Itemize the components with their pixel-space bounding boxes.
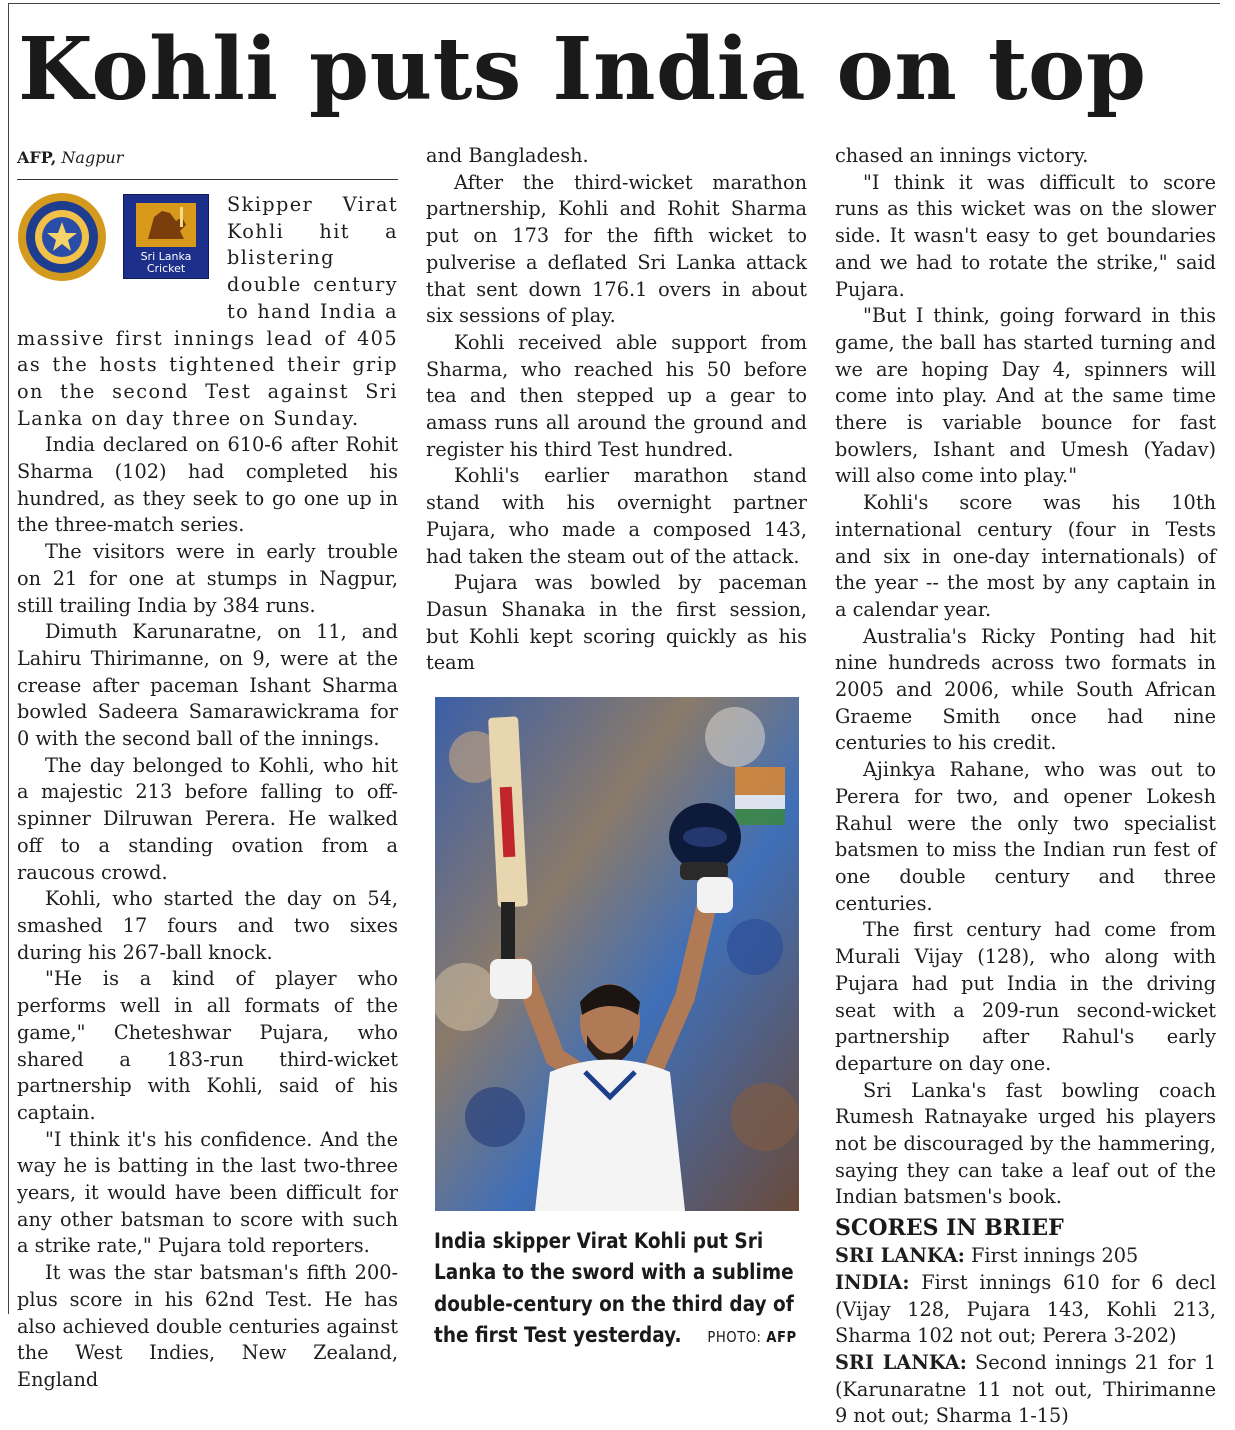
photo-credit xyxy=(707,1328,796,1346)
sri-lanka-cricket-logo xyxy=(123,194,209,279)
paragraph: Pujara was bowled by paceman Dasun Shanaka in the first session, but Kohli kept scoring quickly as his team xyxy=(426,571,807,675)
paragraph: "He is a kind of player who performs well in all formats of the game," Cheteshwar Pujara, who shared a 183-run third-wicket partnership with Kohli, said of his captain. xyxy=(17,967,398,1124)
paragraph: It was the star batsman's fifth 200-plus score in his 62nd Test. He has also achieved double centuries against the West Indies, New Zealand, England xyxy=(17,1261,398,1391)
article-column-2 xyxy=(426,143,807,1353)
credit-source: AFP xyxy=(766,1327,797,1346)
paragraph: Australia's Ricky Ponting had hit nine hundreds across two formats in 2005 and 2006, while South African Graeme Smith once had nine centuries to his credit. xyxy=(835,624,1216,755)
photo-caption xyxy=(434,1226,804,1353)
score-line xyxy=(835,1270,1216,1350)
score-line xyxy=(835,1350,1216,1430)
paragraph: Skipper Virat Kohli hit a blistering double century to hand India a massive first innings lead of 405 as the hosts tightened their grip on the second Test against Sri Lanka on day three on Sunday. xyxy=(17,193,398,430)
paragraph: "I think it's his confidence. And the way he is batting in the last two-three years, it would have been difficult for any other batsman to score with such a strike rate," Pujara told reporters. xyxy=(17,1127,398,1258)
dateline-place: Nagpur xyxy=(61,148,124,167)
article-column-1 xyxy=(17,143,398,1394)
score-team: SRI LANKA: xyxy=(835,1244,965,1268)
paragraph: chased an innings victory. xyxy=(835,144,1089,167)
paragraph: India declared on 610-6 after Rohit Sharma (102) had completed his hundred, as they seek to go one up in the three-match series. xyxy=(17,433,398,537)
paragraph: Dimuth Karunaratne, on 11, and Lahiru Thirimanne, on 9, were at the crease after paceman Ishant Sharma bowled Sadeera Samarawickrama for 0 with the second ball of the innings. xyxy=(17,620,398,751)
lion-icon xyxy=(124,195,208,253)
score-detail: Second innings 21 for 1 (Karunaratne 11 not out, Thirimanne 9 not out; Sharma 1-15) xyxy=(835,1350,1216,1428)
paragraph: Kohli received able support from Sharma, who reached his 50 before tea and then stepped up a gear to amass runs all around the ground and register his third Test hundred. xyxy=(426,330,807,461)
slc-label-line2: Cricket xyxy=(146,262,186,275)
paragraph: Kohli's score was his 10th international century (four in Tests and six in one-day internationals) of the year -- the most by any captain in a calendar year. xyxy=(835,491,1216,621)
kohli-celebration-photo xyxy=(435,697,799,1211)
slc-label-line1: Sri Lanka xyxy=(140,250,192,263)
bcci-logo-icon xyxy=(17,192,107,282)
dateline xyxy=(17,143,398,180)
top-rule xyxy=(8,3,1220,4)
score-line xyxy=(835,1243,1216,1270)
article-column-3 xyxy=(835,143,1216,1430)
headline: Kohli puts India on top xyxy=(18,19,1147,120)
left-rule xyxy=(8,3,9,1314)
paragraph: "I think it was difficult to score runs as this wicket was on the slower side. It wasn't easy to get boundaries and we had to rotate the strike," said Pujara. xyxy=(835,170,1216,301)
paragraph: After the third-wicket marathon partnership, Kohli and Rohit Sharma put on 173 for the fifth wicket to pulverise a deflated Sri Lanka attack that sent down 176.1 overs in about six sessions of play. xyxy=(426,170,807,328)
paragraph: The first century had come from Murali Vijay (128), who along with Pujara had put India in the driving seat with a 209-run second-wicket partnership after Rahul's early departure on day one. xyxy=(835,918,1216,1075)
paragraph: "But I think, going forward in this game, the ball has started turning and we are hoping Day 4, spinners will come into play. And at the same time there is variable bounce for fast bowlers, Ishant and Umesh (Yadav) will also come into play." xyxy=(835,304,1216,488)
score-team: SRI LANKA: xyxy=(835,1350,967,1374)
paragraph: and Bangladesh. xyxy=(426,144,589,167)
paragraph: Sri Lanka's fast bowling coach Rumesh Ratnayake urged his players not be discouraged by the hammering, saying they can take a leaf out of the Indian batsmen's book. xyxy=(835,1078,1216,1209)
team-logos xyxy=(17,192,223,300)
score-detail: First innings 610 for 6 decl (Vijay 128, Pujara 143, Kohli 213, Sharma 102 not out; Perera 3-202) xyxy=(835,1270,1216,1348)
score-team: INDIA: xyxy=(835,1270,910,1294)
caption-text: India skipper Virat Kohli put Sri Lanka to the sword with a sublime double-century on the third day of the first Test yesterday. xyxy=(434,1229,794,1347)
paragraph: The day belonged to Kohli, who hit a majestic 213 before falling to off-spinner Dilruwan Perera. He walked off to a standing ovation from a raucous crowd. xyxy=(17,753,398,884)
paragraph: Kohli's earlier marathon stand stand with his overnight partner Pujara, who made a composed 143, had taken the steam out of the attack. xyxy=(426,464,807,568)
paragraph: Ajinkya Rahane, who was out to Perera for two, and opener Lokesh Rahul were the only two specialist batsmen to miss the Indian run fest of one double century and three centuries. xyxy=(835,758,1216,915)
paragraph: Kohli, who started the day on 54, smashed 17 fours and two sixes during his 267-ball knock. xyxy=(17,887,398,964)
paragraph: The visitors were in early trouble on 21 for one at stumps in Nagpur, still trailing India by 384 runs. xyxy=(17,540,398,617)
dateline-agency: AFP, xyxy=(17,148,57,167)
credit-label: PHOTO: xyxy=(707,1327,762,1346)
score-detail: First innings 205 xyxy=(964,1244,1139,1268)
scores-heading: SCORES IN BRIEF xyxy=(835,1215,1064,1242)
